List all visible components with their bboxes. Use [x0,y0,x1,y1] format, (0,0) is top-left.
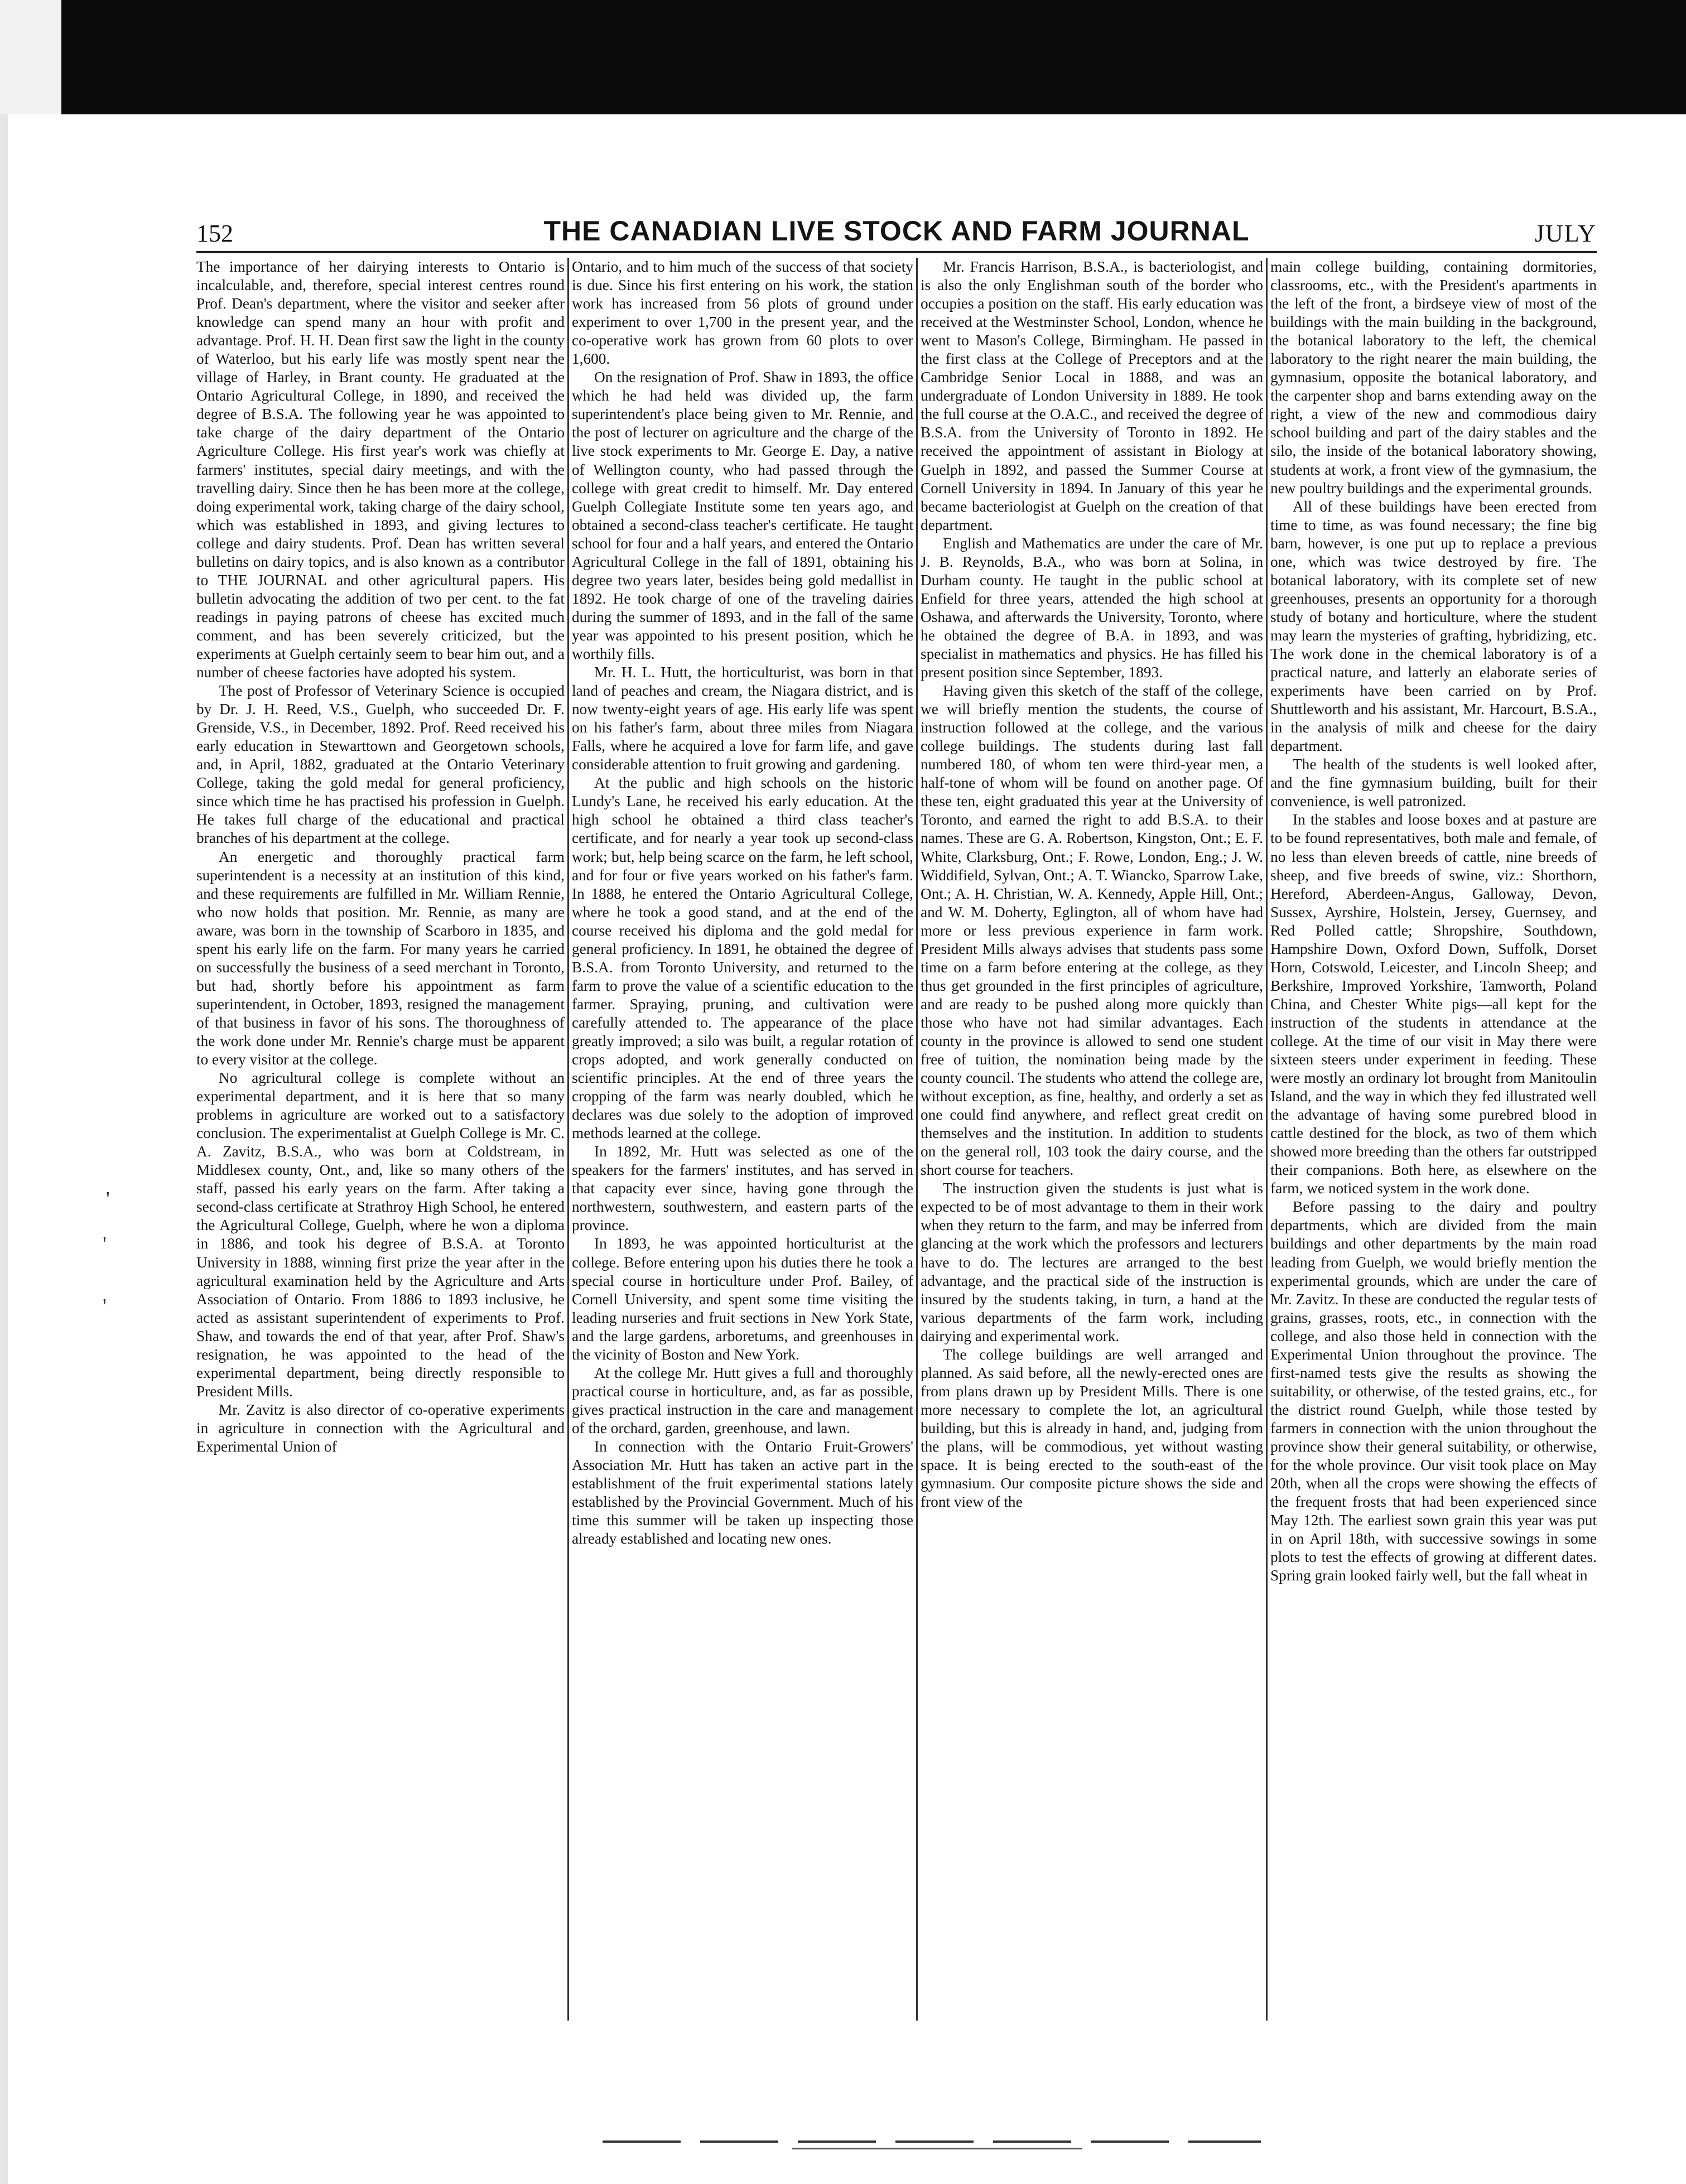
article-paragraph: Ontario, and to him much of the success of that society is due. Since his first entering on his work, the station work has increased from 56 plots of ground under experiment to over 1,700 in the present year, and the co-operative work has grown from 60 plots to over 1,600. [572,258,913,368]
column-rule [1266,258,1268,2021]
article-column-3 [921,258,1263,2021]
margin-mark: ' [103,1232,107,1256]
article-column-2 [572,258,913,2021]
article-paragraph: Having given this sketch of the staff of the college, we will briefly mention the students, the course of instruction followed at the college, and the various college buildings. The students during last fall numbered 180, of whom ten were third-year men, a half-tone of whom will be found on another page. Of these ten, eight graduated this year at the University of Toronto, and earned the right to add B.S.A. to their names. These are G. A. Robertson, Kingston, Ont.; E. F. White, Clarksburg, Ont.; F. Rowe, London, Eng.; J. W. Widdifield, Sylvan, Ont.; A. T. Wiancko, Sparrow Lake, Ont.; A. H. Christian, W. A. Kennedy, Apple Hill, Ont.; and W. M. Doherty, Eglington, all of whom have had more or less previous experience in farm work. President Mills always advises that students pass some time on a farm before entering at the college, as they thus get grounded in the first principles of agriculture, and are ready to be pushed along more quickly than those who have not had similar advantages. Each county in the province is allowed to send one student free of tuition, the nomination being made by the county council. The students who attend the college are, without exception, as fine, healthy, and orderly a set as one could find anywhere, and reflect great credit on themselves and the institution. In addition to students on the general roll, 103 took the dairy course, and the short course for teachers. [921,682,1263,1179]
article-paragraph: At the public and high schools on the historic Lundy's Lane, he received his early education. At the high school he obtained a third class teacher's certificate, and for nearly a year took up second-class work; but, help being scarce on the farm, he left school, and for four or five years worked on his father's farm. In 1888, he entered the Ontario Agricultural College, where he took a good stand, and at the end of the course received his diploma and the gold medal for general proficiency. In 1891, he obtained the degree of B.S.A. from Toronto University, and returned to the farm to prove the value of a scientific education to the farmer. Spraying, pruning, and cultivation were carefully attended to. The appearance of the place greatly improved; a silo was built, a regular rotation of crops adopted, and work generally conducted on scientific principles. At the end of three years the cropping of the farm was nearly doubled, which he declares was due solely to the adoption of improved methods learned at the college. [572,774,913,1142]
footer-rule [603,2140,1261,2143]
header-rule [196,251,1597,253]
footer-rule [792,2148,1082,2149]
article-paragraph: An energetic and thoroughly practical farm superintendent is a necessity at an institution of this kind, and these requirements are fulfilled in Mr. William Rennie, who now holds that position. Mr. Rennie, as many are aware, was born in the township of Scarboro in 1835, and spent his early life on the farm. For many years he carried on successfully the business of a seed merchant in Toronto, but had, shortly before his appointment as farm superintendent, in October, 1893, resigned the management of that business in favor of his sons. The thoroughness of the work done under Mr. Rennie's charge must be apparent to every visitor at the college. [196,848,565,1068]
page-number: 152 [196,220,233,247]
article-paragraph: No agricultural college is complete without an experimental department, and it is here that so many problems in agriculture are worked out to a satisfactory conclusion. The experimentalist at Guelph College is Mr. C. A. Zavitz, B.S.A., who was born at Coldstream, in Middlesex county, Ont., and, like so many others of the staff, passed his early years on the farm. After taking a second-class certificate at Strathroy High School, he entered the Agricultural College, Guelph, where he won a diploma in 1886, and took his degree of B.S.A. at Toronto University in 1888, winning first prize the year after in the agricultural examination held by the Agriculture and Arts Association of Ontario. From 1886 to 1893 inclusive, he acted as assistant superintendent of experiments to Prof. Shaw, and towards the end of that year, after Prof. Shaw's resignation, he was appointed to the head of the experimental department, being directly responsible to President Mills. [196,1069,565,1400]
issue-month: JULY [1534,220,1597,247]
article-paragraph: In the stables and loose boxes and at pasture are to be found representatives, both male and female, of no less than eleven breeds of cattle, nine breeds of sheep, and five breeds of swine, viz.: Shorthorn, Hereford, Aberdeen-Angus, Galloway, Devon, Sussex, Ayrshire, Holstein, Jersey, Guernsey, and Red Polled cattle; Shropshire, Southdown, Hampshire Down, Oxford Down, Suffolk, Dorset Horn, Cotswold, Leicester, and Lincoln Sheep; and Berkshire, Improved Yorkshire, Tamworth, Poland China, and Chester White pigs—all kept for the instruction of the students in attendance at the college. At the time of our visit in May there were sixteen steers under experiment in feeding. These were mostly an ordinary lot brought from Manitoulin Island, and the way in which they fed illustrated well the advantage of having some purebred blood in cattle destined for the block, as two of them which showed more breeding than the others far outstripped their companions. Both here, as elsewhere on the farm, we noticed system in the work done. [1270,811,1597,1197]
page-header [196,215,1597,252]
margin-mark: ' [106,1188,110,1211]
article-paragraph: Before passing to the dairy and poultry departments, which are divided from the main buildings and other departments by the main road leading from Guelph, we would briefly mention the experimental grounds, which are under the care of Mr. Zavitz. In these are conducted the regular tests of grains, grasses, roots, etc., in connection with the college, and also those held in connection with the Experimental Union throughout the province. The first-named tests give the results as showing the suitability, or otherwise, of the tested grains, etc., for the district round Guelph, while those tested by farmers in connection with the union throughout the province show their general suitability, or otherwise, for the whole province. Our visit took place on May 20th, when all the crops were showing the effects of the frequent frosts that had been experienced since May 12th. The earliest sown grain this year was put in on April 18th, with successive sowings in some plots to test the effects of growing at different dates. Spring grain looked fairly well, but the fall wheat in [1270,1198,1597,1584]
margin-mark: ' [103,1295,107,1318]
journal-title: THE CANADIAN LIVE STOCK AND FARM JOURNAL [543,215,1250,247]
article-paragraph: Mr. Francis Harrison, B.S.A., is bacteriologist, and is also the only Englishman south of the border who occupies a position on the staff. His early education was received at the Westminster School, London, whence he went to Mason's College, Birmingham. He passed in the first class at the College of Preceptors and at the Cambridge Senior Local in 1888, and was an undergraduate of London University in 1889. He took the full course at the O.A.C., and received the degree of B.S.A. from the University of Toronto in 1892. He received the appointment of assistant in Biology at Guelph in 1892, and passed the Summer Course at Cornell University in 1894. In January of this year he became bacteriologist at Guelph on the creation of that department. [921,258,1263,533]
column-rule [567,258,569,2021]
article-paragraph: The college buildings are well arranged and planned. As said before, all the newly-erected ones are from plans drawn up by President Mills. There is one more necessary to complete the lot, an agricultural building, but this is already in hand, and, judging from the plans, will be commodious, yet without wasting space. It is being erected to the south-east of the gymnasium. Our composite picture shows the side and front view of the [921,1346,1263,1511]
column-rule [916,258,918,2021]
scan-corner [0,0,61,114]
article-paragraph: All of these buildings have been erected from time to time, as was found necessary; the fine big barn, however, is one put up to replace a previous one, which was twice destroyed by fire. The botanical laboratory, with its complete set of new greenhouses, presents an opportunity for a thorough study of botany and horticulture, where the student may learn the mysteries of grafting, hybridizing, etc. The work done in the chemical laboratory is of a practical nature, and latterly an elaborate series of experiments have been carried on by Prof. Shuttleworth and his assistant, Mr. Harcourt, B.S.A., in the analysis of milk and cheese for the dairy department. [1270,498,1597,755]
article-paragraph: English and Mathematics are under the care of Mr. J. B. Reynolds, B.A., who was born at Solina, in Durham county. He taught in the public school at Enfield for three years, attended the high school at Oshawa, and afterwards the University, Toronto, where he obtained the degree of B.A. in 1893, and was specialist in mathematics and physics. He has filled his present position since September, 1893. [921,534,1263,681]
article-paragraph: On the resignation of Prof. Shaw in 1893, the office which he had held was divided up, the farm superintendent's place being given to Mr. Rennie, and the post of lecturer on agriculture and the charge of the live stock experiments to Mr. George E. Day, a native of Wellington county, who had passed through the college with great credit to himself. Mr. Day entered Guelph Collegiate Institute some ten years ago, and obtained a second-class teacher's certificate. He taught school for four and a half years, and entered the Ontario Agricultural College in the fall of 1891, obtaining his degree two years later, besides being gold medallist in 1892. He took charge of one of the traveling dairies during the summer of 1893, and in the fall of the same year was appointed to his present position, which he worthily fills. [572,369,913,662]
article-column-1 [196,258,565,2021]
article-column-4 [1270,258,1597,2021]
article-paragraph: The importance of her dairying interests to Ontario is incalculable, and, therefore, special interest centres round Prof. Dean's department, where the visitor and seeker after knowledge can spend many an hour with profit and advantage. Prof. H. H. Dean first saw the light in the county of Waterloo, but his early life was mostly spent near the village of Harley, in Brant county. He graduated at the Ontario Agricultural College, in 1890, and received the degree of B.S.A. The following year he was appointed to take charge of the dairy department of the Ontario Agriculture College. His first year's work was chiefly at farmers' institutes, special dairy meetings, and with the travelling dairy. Since then he has been more at the college, doing experimental work, taking charge of the dairy school, which was established in 1893, and giving lectures to college and dairy students. Prof. Dean has written several bulletins on dairy topics, and is also known as a contributor to THE JOURNAL and other agricultural papers. His bulletin advocating the addition of two per cent. to the fat readings in paying patrons of cheese has excited much comment, and has been severely criticized, but the experiments at Guelph certainly seem to bear him out, and a number of cheese factories have adopted his system. [196,258,565,681]
article-paragraph: At the college Mr. Hutt gives a full and thoroughly practical course in horticulture, and, as far as possible, gives practical instruction in the care and management of the orchard, garden, greenhouse, and lawn. [572,1364,913,1436]
article-paragraph: The health of the students is well looked after, and the fine gymnasium building, built for their convenience, is well patronized. [1270,756,1597,810]
article-paragraph: In 1892, Mr. Hutt was selected as one of the speakers for the farmers' institutes, and has served in that capacity ever since, having gone through the northwestern, southwestern, and eastern parts of the province. [572,1143,913,1234]
article-paragraph: Mr. Zavitz is also director of co-operative experiments in agriculture in connection with the Agricultural and Experimental Union of [196,1401,565,1455]
scan-top-border [0,0,1686,114]
scan-left-edge [0,0,8,2184]
article-paragraph: main college building, containing dormitories, classrooms, etc., with the President's apartments in the left of the front, a birdseye view of most of the buildings with the main building in the background, the botanical laboratory to the left, the chemical laboratory to the right nearer the main building, the gymnasium, opposite the botanical laboratory, and the carpenter shop and barns extending away on the right, a view of the new and commodious dairy school building and part of the dairy stables and the silo, the inside of the botanical laboratory showing, students at work, a front view of the gymnasium, the new poultry buildings and the experimental grounds. [1270,258,1597,496]
article-paragraph: In 1893, he was appointed horticulturist at the college. Before entering upon his duties there he took a special course in horticulture under Prof. Bailey, of Cornell University, and spent some time visiting the leading nurseries and fruit sections in New York State, and the large gardens, arboretums, and greenhouses in the vicinity of Boston and New York. [572,1235,913,1363]
article-paragraph: In connection with the Ontario Fruit-Growers' Association Mr. Hutt has taken an active part in the establishment of the fruit experimental stations lately established by the Provincial Government. Much of his time this summer will be taken up inspecting those already established and locating new ones. [572,1438,913,1547]
article-paragraph: The post of Professor of Veterinary Science is occupied by Dr. J. H. Reed, V.S., Guelph, who succeeded Dr. F. Grenside, V.S., in December, 1892. Prof. Reed received his early education in Stewarttown and Georgetown schools, and, in April, 1882, graduated at the Ontario Veterinary College, taking the gold medal for general proficiency, since which time he has practised his profession in Guelph. He takes full charge of the educational and practical branches of his department at the college. [196,682,565,847]
article-paragraph: Mr. H. L. Hutt, the horticulturist, was born in that land of peaches and cream, the Niagara district, and is now twenty-eight years of age. His early life was spent on his father's farm, about three miles from Niagara Falls, where he acquired a love for farm life, and gave considerable attention to fruit growing and gardening. [572,664,913,773]
article-paragraph: The instruction given the students is just what is expected to be of most advantage to them in their work when they return to the farm, and may be inferred from glancing at the work which the professors and lecturers have to do. The lectures are arranged to the best advantage, and the practical side of the instruction is insured by the students taking, in turn, a hand at the various departments of the farm work, including dairying and experimental work. [921,1180,1263,1344]
